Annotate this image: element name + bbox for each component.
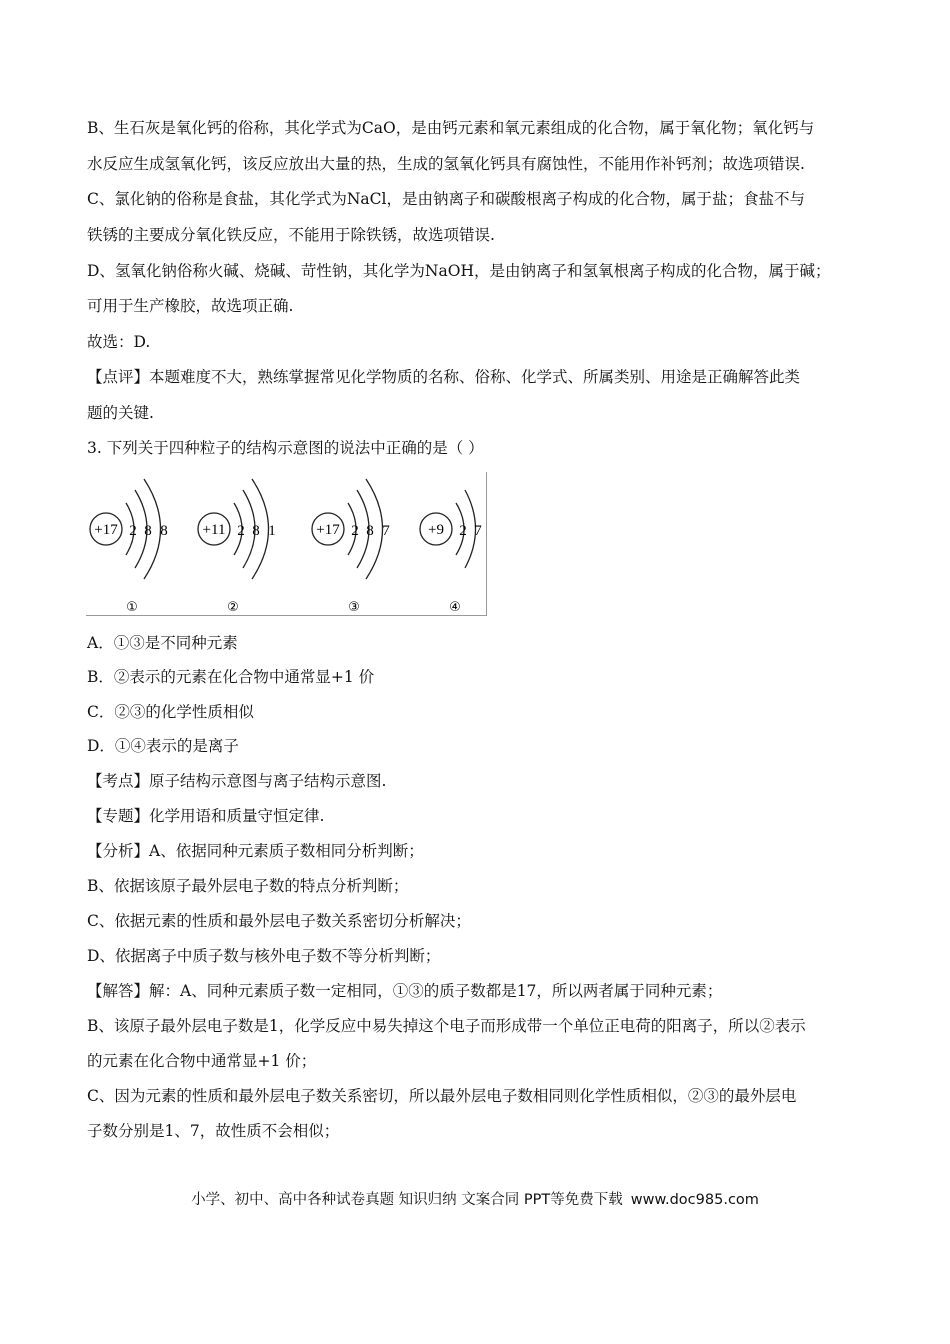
question-3-stem: 3. 下列关于四种粒子的结构示意图的说法中正确的是（ ） bbox=[87, 439, 484, 457]
particle-4-shell-2: 7 bbox=[474, 523, 482, 539]
particle-1-shell-3: 8 bbox=[160, 523, 168, 539]
particle-4-label: ④ bbox=[449, 600, 461, 615]
text-line: 【专题】化学用语和质量守恒定律. bbox=[87, 807, 325, 825]
particle-3 bbox=[312, 479, 390, 615]
particle-4-nucleus: +9 bbox=[428, 522, 444, 538]
text-line: 故选：D. bbox=[87, 333, 151, 351]
text-line: B、依据该原子最外层电子数的特点分析判断； bbox=[87, 877, 409, 895]
particle-3-shell-1: 2 bbox=[351, 523, 359, 539]
text-line: 可用于生产橡胶，故选项正确. bbox=[87, 297, 294, 315]
page-footer bbox=[0, 1188, 950, 1209]
footer-text: 小学、初中、高中各种试卷真题 知识归纳 文案合同 PPT等免费下载 bbox=[191, 1192, 623, 1208]
particle-2 bbox=[198, 479, 276, 615]
text-line: B、该原子最外层电子数是1，化学反应中易失掉这个电子而形成带一个单位正电荷的阳离子，所以②表示 bbox=[87, 1017, 806, 1035]
particle-1 bbox=[90, 479, 168, 615]
option-d: D．①④表示的是离子 bbox=[87, 737, 239, 755]
particle-3-nucleus: +17 bbox=[316, 522, 340, 538]
particle-2-shell-3: 1 bbox=[268, 523, 276, 539]
text-line: C、因为元素的性质和最外层电子数关系密切，所以最外层电子数相同则化学性质相似，②③的最外层电 bbox=[87, 1087, 797, 1105]
text-line: D、氢氧化钠俗称火碱、烧碱、苛性钠，其化学为NaOH，是由钠离子和氢氧根离子构成的化合物，属于碱； bbox=[87, 262, 831, 280]
text-line: D、依据离子中质子数与核外电子数不等分析判断； bbox=[87, 947, 441, 965]
text-line: 水反应生成氢氧化钙，该反应放出大量的热，生成的氢氧化钙具有腐蚀性，不能用作补钙剂；故选项错误. bbox=[87, 155, 805, 173]
particle-2-shell-2: 8 bbox=[252, 523, 260, 539]
particle-1-nucleus: +17 bbox=[94, 522, 118, 538]
text-line: B、生石灰是氧化钙的俗称，其化学式为CaO，是由钙元素和氧元素组成的化合物，属于氧化物；氧化钙与 bbox=[87, 119, 815, 137]
text-line: 的元素在化合物中通常显+1 价； bbox=[87, 1052, 317, 1070]
text-line: 题的关键. bbox=[87, 404, 154, 422]
text-line: 【考点】原子结构示意图与离子结构示意图. bbox=[87, 772, 387, 790]
particle-3-label: ③ bbox=[348, 600, 360, 615]
particle-3-shell-3: 7 bbox=[382, 523, 390, 539]
text-line: 子数分别是1、7，故性质不会相似； bbox=[87, 1122, 340, 1140]
particle-2-label: ② bbox=[227, 600, 239, 615]
option-a: A．①③是不同种元素 bbox=[87, 634, 238, 652]
footer-url-link[interactable]: www.doc985.com bbox=[630, 1192, 759, 1208]
particle-2-shell-1: 2 bbox=[237, 523, 245, 539]
particle-1-label: ① bbox=[126, 600, 138, 615]
particle-4 bbox=[420, 490, 482, 615]
particle-4-shell-1: 2 bbox=[459, 523, 467, 539]
text-line: 【分析】A、依据同种元素质子数相同分析判断； bbox=[87, 842, 424, 860]
text-line: C、氯化钠的俗称是食盐，其化学式为NaCl，是由钠离子和碳酸根离子构成的化合物，属于盐；食盐不与 bbox=[87, 190, 805, 208]
particle-2-nucleus: +11 bbox=[202, 522, 226, 538]
text-line: 铁锈的主要成分氧化铁反应，不能用于除铁锈，故选项错误. bbox=[87, 226, 495, 244]
particle-structure-diagram bbox=[86, 472, 487, 616]
particle-1-shell-1: 2 bbox=[129, 523, 137, 539]
text-line: 【解答】解：A、同种元素质子数一定相同，①③的质子数都是17，所以两者属于同种元素； bbox=[87, 982, 723, 1000]
particle-3-shell-2: 8 bbox=[366, 523, 374, 539]
option-c: C．②③的化学性质相似 bbox=[87, 703, 254, 721]
text-line: 【点评】本题难度不大，熟练掌握常见化学物质的名称、俗称、化学式、所属类别、用途是正确解答此类 bbox=[87, 368, 801, 386]
option-b: B．②表示的元素在化合物中通常显+1 价 bbox=[87, 668, 375, 686]
text-line: C、依据元素的性质和最外层电子数关系密切分析解决； bbox=[87, 912, 471, 930]
particle-1-shell-2: 8 bbox=[144, 523, 152, 539]
